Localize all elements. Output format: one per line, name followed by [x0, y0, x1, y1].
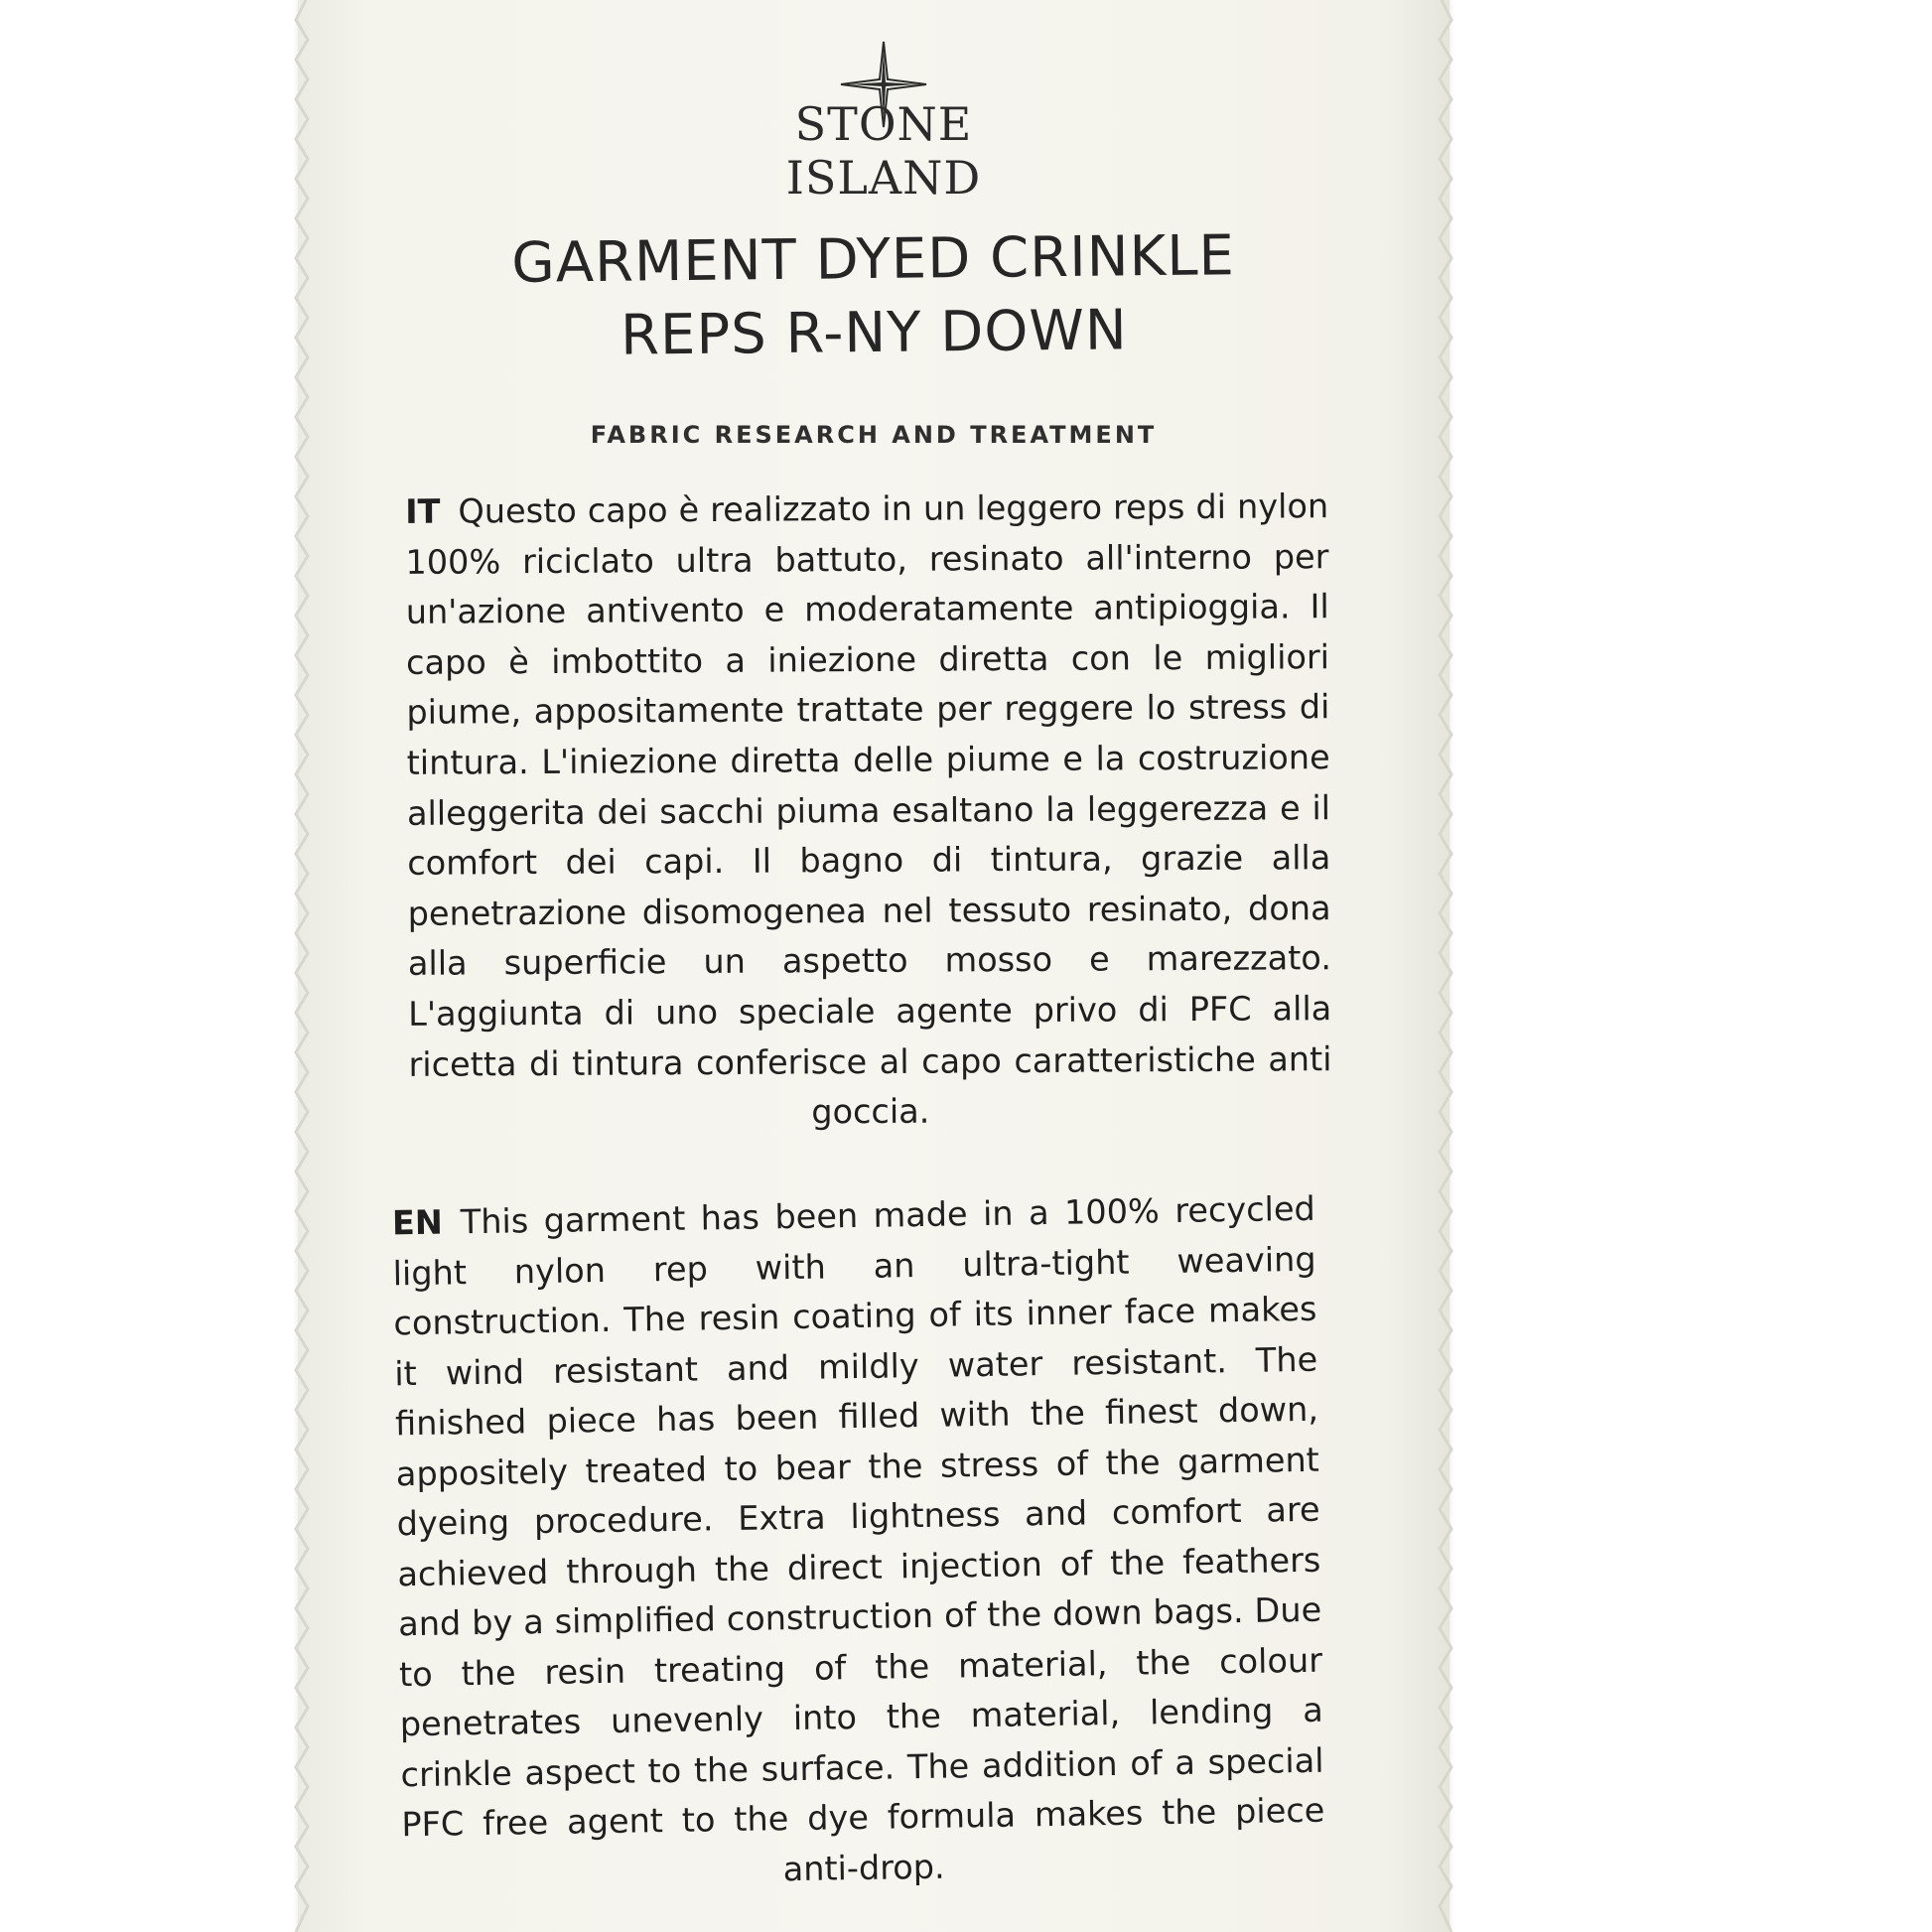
- product-title: [476, 219, 1272, 374]
- language-code-it: IT: [405, 491, 441, 531]
- stitched-edge-left: [286, 0, 326, 1932]
- description-italian-text: Questo capo è realizzato in un leggero reps di nylon 100% riciclato ultra battuto, resinato all'interno per un'azione antivento e moderatamente antipioggia. Il capo è imbottito a iniezione diretta con le migliori piume, appositamente trattate per reggere lo stress di tintura. L'iniezione diretta delle piume e la costruzione alleggerita dei sacchi piuma esaltano la leggerezza e il comfort dei capi. Il bagno di tintura, grazie alla penetrazione disomogenea nel tessuto resinato, dona alla superficie un aspetto mosso e marezzato. L'aggiunta di uno speciale agente privo di PFC alla ricetta di tintura conferisce al capo caratteristiche anti goccia.: [405, 486, 1332, 1132]
- section-subtitle: FABRIC RESEARCH AND TREATMENT: [590, 421, 1158, 449]
- description-english-text: This garment has been made in a 100% recycled light nylon rep with an ultra-tight weaving construction. The resin coating of its inner face makes it wind resistant and mildly water resistant. The finished piece has been filled with the finest down, appositely treated to bear the stress of the garment dyeing procedure. Extra lightness and comfort are achieved through the direct injection of the feathers and by a simplified construction of the down bags. Due to the resin treating of the material, the colour penetrates unevenly into the material, lending a crinkle aspect to the surface. The addition of a special PFC free agent to the dye formula makes the piece anti-drop.: [392, 1188, 1325, 1888]
- product-title-line1: GARMENT DYED CRINKLE: [511, 223, 1236, 296]
- brand-logo: [685, 40, 1082, 205]
- product-title-line2: REPS R-NY DOWN: [620, 298, 1129, 368]
- language-code-en: EN: [391, 1202, 444, 1243]
- brand-name: STONE ISLAND: [785, 97, 982, 205]
- description-english: [392, 1184, 1326, 1901]
- description-italian: [405, 482, 1332, 1140]
- stitched-edge-right: [1422, 0, 1461, 1932]
